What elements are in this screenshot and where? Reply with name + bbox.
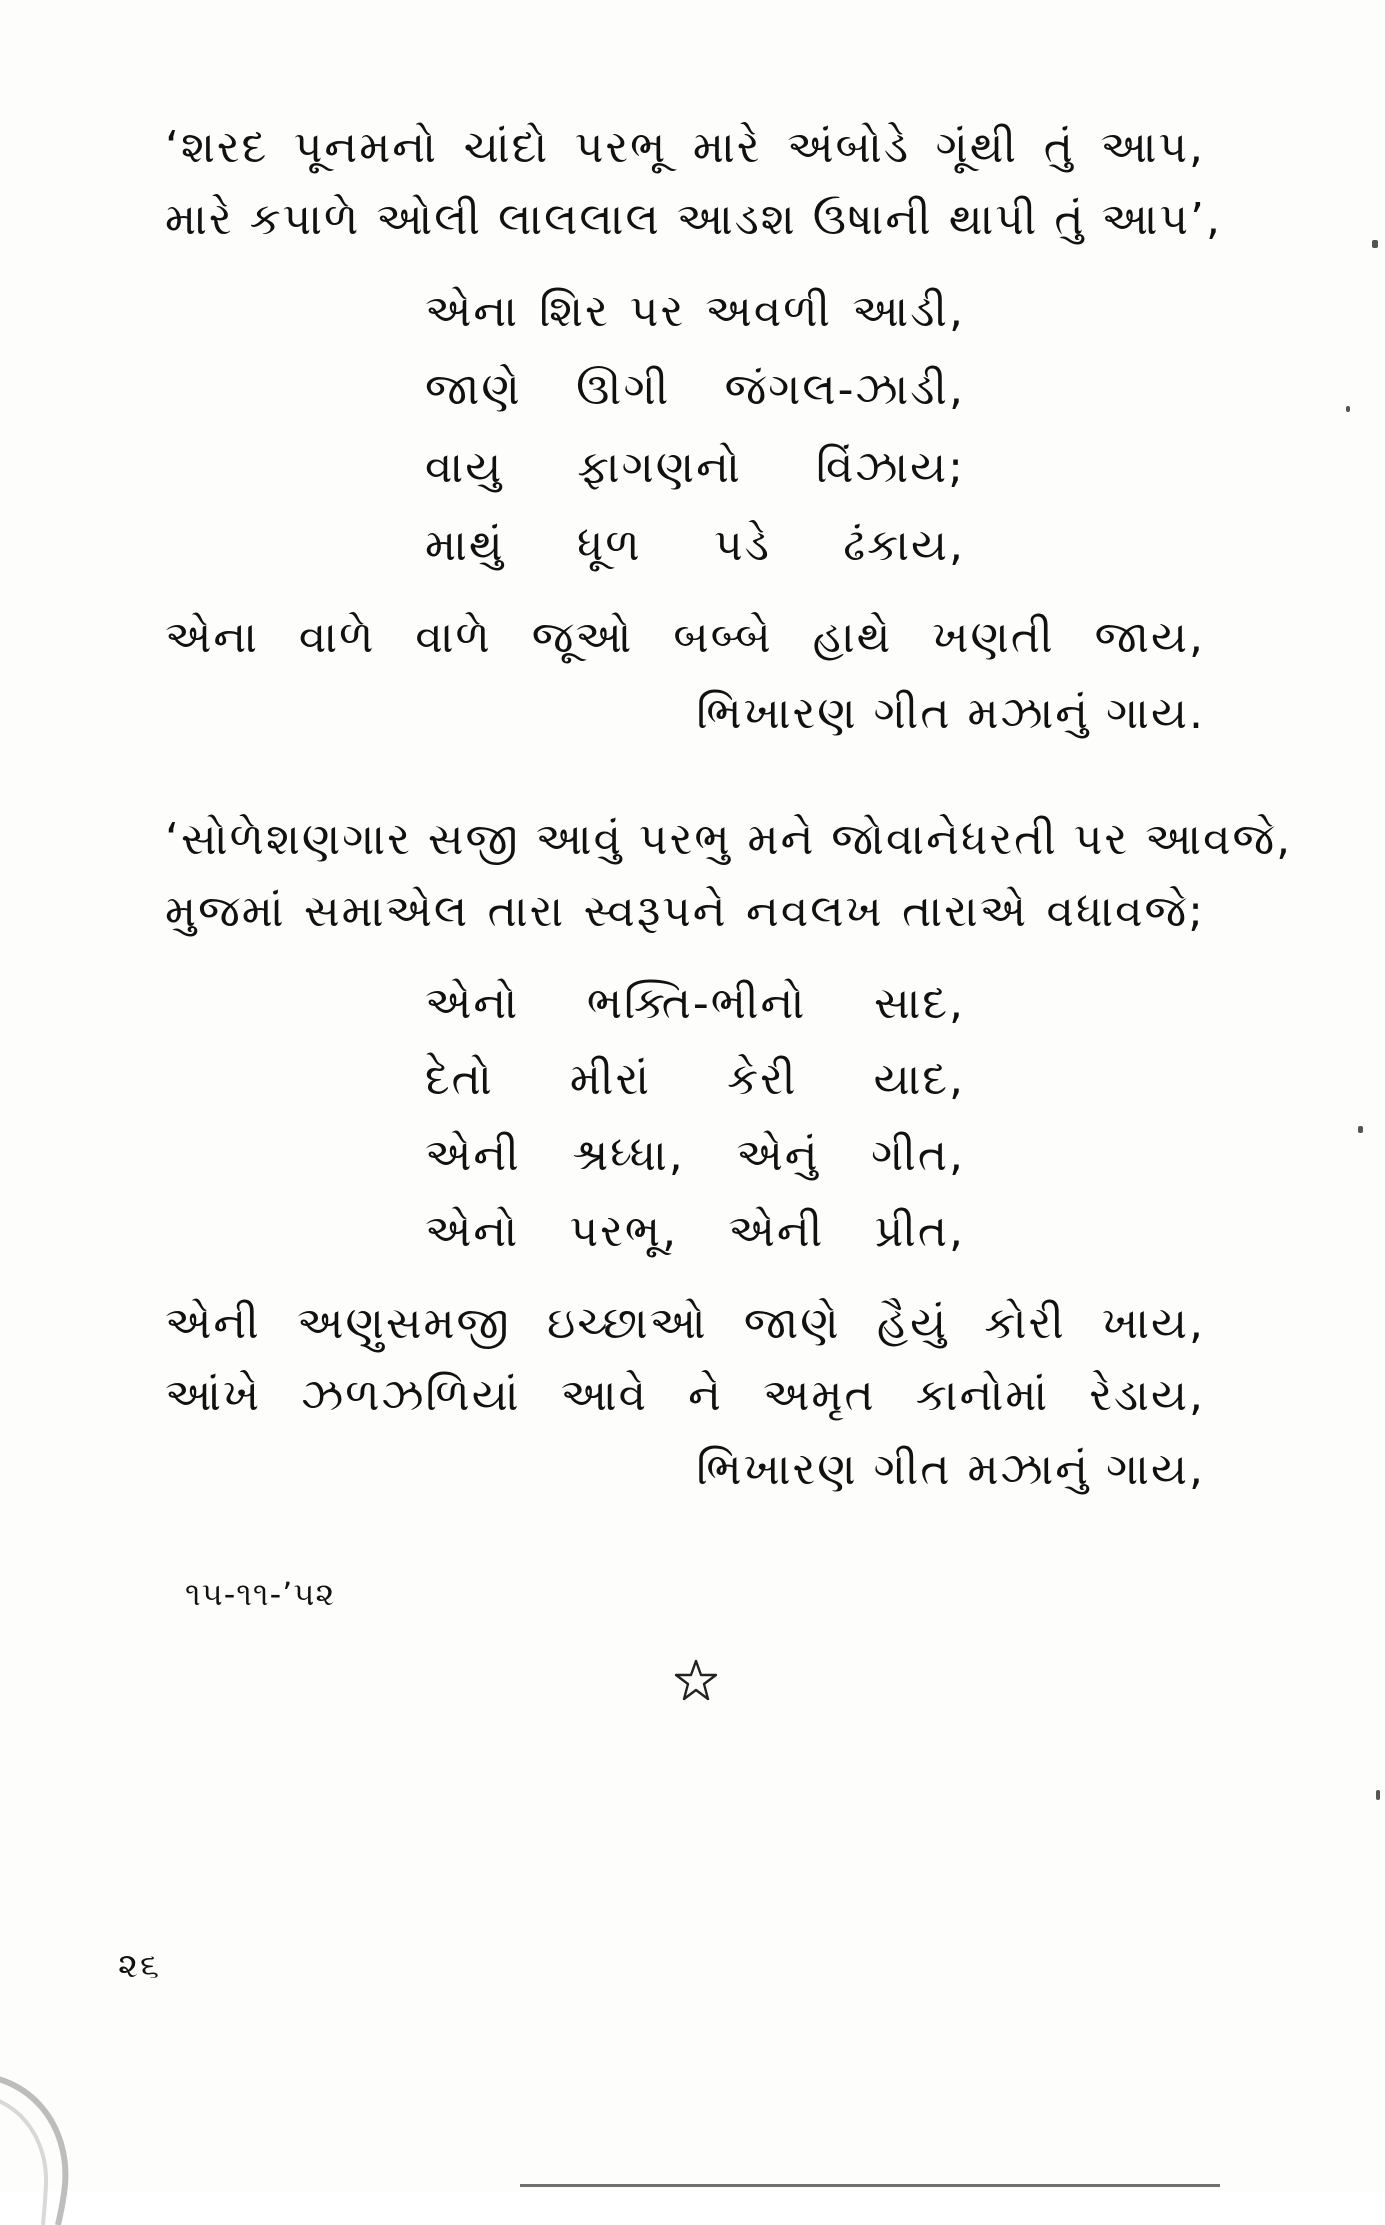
- stanza1-line-1: ‘શરદ પૂનમનો ચાંદો પરભૂ મારે અંબોડે ગૂંથી તું આપ,: [165, 122, 1205, 173]
- stanza2-closing-2: આંખે ઝળઝળિયાં આવે ને અમૃત કાનોમાં રેડાય,: [165, 1370, 1205, 1421]
- stanza1-indent-4: માથું ધૂળ પડે ઢંકાય,: [425, 520, 965, 571]
- stanza1-indent-1: એના શિર પર અવળી આડી,: [425, 286, 965, 337]
- stanza1-refrain: ભિખારણ ગીત મઝાનું ગાય.: [696, 688, 1205, 739]
- poem-date: ૧૫-૧૧-’૫૨: [185, 1575, 336, 1613]
- stanza2-closing-1: એની અણુસમજી ઇચ્છાઓ જાણે હૈયું કોરી ખાય,: [165, 1298, 1205, 1349]
- edge-speck: [1346, 406, 1350, 412]
- page-number: ૨૬: [118, 1946, 161, 1986]
- stanza2-indent-2: દેતો મીરાં કેરી યાદ,: [425, 1054, 965, 1105]
- stanza1-indent-3: વાયુ ફાગણનો વિંઝાય;: [425, 442, 965, 493]
- stanza2-indent-3: એની શ્રધ્ધા, એનું ગીત,: [425, 1130, 965, 1181]
- edge-speck: [1358, 1126, 1363, 1133]
- stanza2-line-1: ‘સોળેશણગાર સજી આવું પરભુ મને જોવાનેધરતી પર આવજે,: [165, 814, 1293, 865]
- binding-curve-mark: [0, 2065, 80, 2225]
- stanza1-indent-2: જાણે ઊગી જંગલ-ઝાડી,: [425, 364, 965, 415]
- stanza2-refrain: ભિખારણ ગીત મઝાનું ગાય,: [696, 1444, 1205, 1495]
- stanza2-indent-4: એનો પરભૂ, એની પ્રીત,: [425, 1206, 965, 1257]
- scan-edge-line: [520, 2184, 1220, 2187]
- stanza1-closing: એના વાળે વાળે જૂઓ બબ્બે હાથે ખણતી જાય,: [165, 612, 1205, 663]
- edge-speck: [1372, 240, 1378, 248]
- stanza2-line-2: મુજમાં સમાએલ તારા સ્વરૂપને નવલખ તારાએ વધાવજે;: [165, 886, 1205, 937]
- star-icon: [673, 1658, 719, 1704]
- stanza1-line-2: મારે કપાળે ઓલી લાલલાલ આડશ ઉષાની થાપી તું આપ’,: [165, 194, 1223, 245]
- stanza2-indent-1: એનો ભક્તિ-ભીનો સાદ,: [425, 978, 965, 1029]
- edge-speck: [1376, 1790, 1380, 1800]
